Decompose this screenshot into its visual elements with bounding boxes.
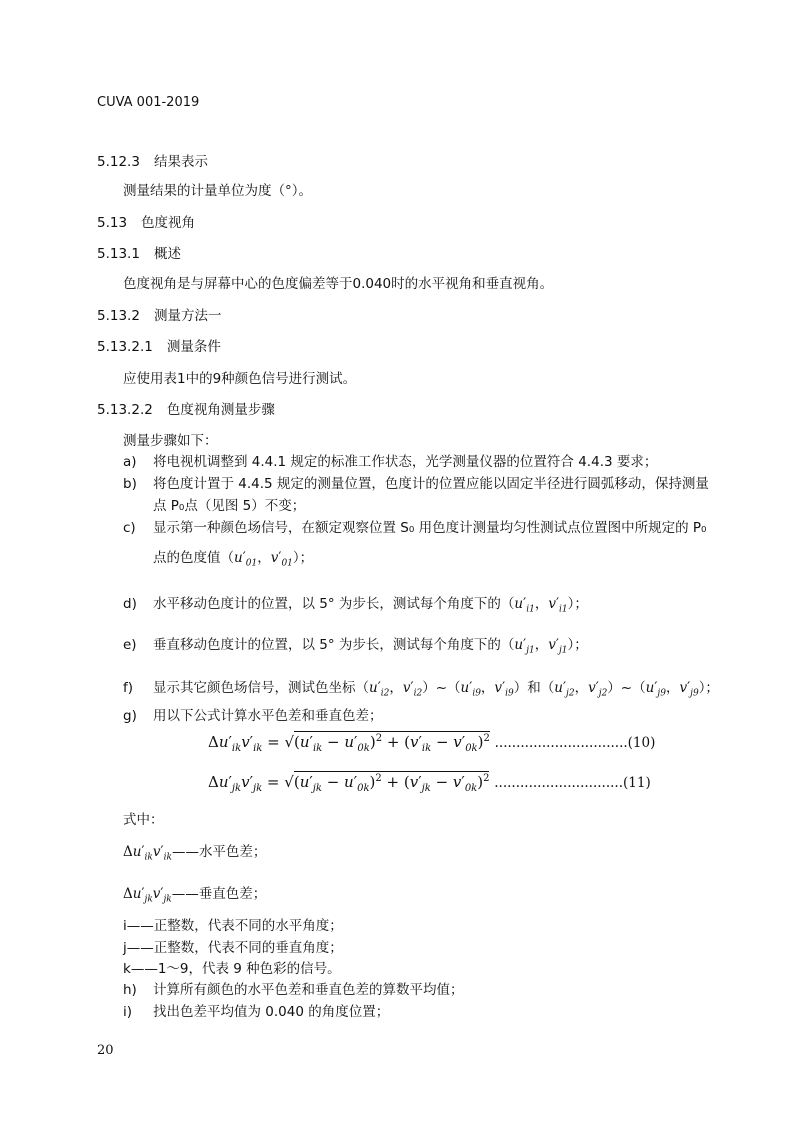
list-item-b-cont: 点 P₀点（见图 5）不变；: [153, 498, 306, 514]
math-u01: $u'_{01}$: [234, 550, 258, 569]
list-text: ）；: [698, 680, 719, 696]
section-number: 5.13.2: [97, 308, 140, 324]
math-vi2: $v'_{i2}$: [402, 680, 423, 699]
formula-11: $\Delta u'_{jk}v'_{jk} = √(u'_{jk} - u'_{0k})^2 + (v'_{jk} - v'_{0k})^2$ ..............................(11): [208, 773, 651, 794]
list-text: 将电视机调整到 4.4.1 规定的标准工作状态，光学测量仪器的位置符合 4.4.3 要求；: [153, 454, 658, 470]
heading-5-13: [97, 211, 195, 231]
math-delta-ik: $\Delta u'_{ik}v'_{ik}$: [123, 844, 172, 863]
list-label: e): [123, 637, 137, 653]
list-item-e: e) 垂直移动色度计的位置，以 5° 为步长，测试每个角度下的（$u'_{j1}$，$v'_{j1}$）；: [123, 637, 588, 656]
list-label: g): [123, 708, 137, 724]
list-text: ）；: [567, 596, 588, 612]
section-title: 色度视角: [141, 215, 196, 231]
list-label: b): [123, 476, 137, 492]
def-j: j——正整数，代表不同的垂直角度；: [123, 940, 343, 956]
section-number: 5.13.1: [97, 246, 140, 262]
list-item-g: [123, 704, 383, 724]
doc-code: CUVA 001-2019: [97, 95, 200, 110]
list-text: 垂直移动色度计的位置，以 5° 为步长，测试每个角度下的（: [153, 637, 515, 653]
list-text: ）~（: [607, 680, 646, 696]
section-title: 结果表示: [153, 154, 208, 170]
formula-10: $\Delta u'_{ik}v'_{ik} = √(u'_{ik} - u'_{0k})^2 + (v'_{ik} - v'_{0k})^2$ ...............................(10): [208, 733, 656, 754]
math-ui1: $u'_{i1}$: [514, 596, 535, 615]
section-title: 概述: [153, 246, 181, 262]
paragraph-overview: 色度视角是与屏幕中心的色度偏差等于0.040时的水平视角和垂直视角。: [123, 276, 554, 292]
list-text: ）~（: [422, 680, 461, 696]
list-item-b: [123, 472, 709, 492]
list-item-c: [123, 516, 706, 536]
list-item-c-cont: 点的色度值（$u'_{01}$，$v'_{01}$）；: [153, 550, 314, 569]
where-label: 式中：: [123, 812, 164, 828]
formula-number: (11): [623, 775, 651, 791]
list-text: 将色度计置于 4.4.5 规定的测量位置，色度计的位置应能以固定半径进行圆弧移动，保持测量: [153, 476, 709, 492]
list-text: 用以下公式计算水平色差和垂直色差；: [153, 708, 383, 724]
list-text: 显示第一种颜色场信号，在额定观察位置 S₀ 用色度计测量均匀性测试点位置图中所规定的 P₀: [153, 520, 707, 536]
heading-5-13-1: [97, 242, 181, 262]
list-item-f: f) 显示其它颜色场信号，测试色坐标（$u'_{i2}$，$v'_{i2})\sim(u'_{i9}$，$v'_{i9}$）和（$u'_{j2}$，$v'_{j2})\sim(u'_{j9}$，$v'_{j9}$）；: [123, 680, 719, 699]
list-label: f): [123, 680, 134, 696]
math-ui9: $u'_{i9}$: [460, 680, 481, 699]
list-item-i: [123, 1000, 389, 1020]
list-text: 水平移动色度计的位置，以 5° 为步长，测试每个角度下的（: [153, 596, 515, 612]
def-text: ——水平色差；: [171, 844, 267, 860]
math-uj2: $u'_{j2}$: [554, 680, 575, 699]
section-number: 5.12.3: [97, 154, 140, 170]
list-label: a): [123, 454, 137, 470]
math-vi9: $v'_{i9}$: [494, 680, 514, 699]
list-label: i): [123, 1004, 133, 1020]
section-number: 5.13.2.1: [97, 339, 153, 355]
def-horizontal: [123, 840, 266, 863]
math-uj9: $u'_{j9}$: [645, 680, 666, 699]
formula-number: (10): [627, 735, 656, 751]
list-item-a: [123, 450, 657, 470]
section-title: 测量条件: [166, 339, 221, 355]
heading-5-13-2: [97, 304, 221, 324]
list-label: d): [123, 596, 137, 612]
formula-dots: ..............................: [494, 775, 623, 791]
page-number: 20: [97, 1043, 114, 1058]
list-text: 找出色差平均值为 0.040 的角度位置；: [153, 1004, 390, 1020]
list-item-d: d) 水平移动色度计的位置，以 5° 为步长，测试每个角度下的（$u'_{i1}$，$v'_{i1}$）；: [123, 596, 588, 615]
list-text: ）和（: [513, 680, 555, 696]
section-number: 5.13: [97, 215, 128, 231]
list-text: 显示其它颜色场信号，测试色坐标（: [153, 680, 369, 696]
list-text: ）；: [567, 637, 588, 653]
math-ui2: $u'_{i2}$: [369, 680, 390, 699]
def-text: ——垂直色差；: [171, 886, 267, 902]
paragraph-conditions: 应使用表1中的9种颜色信号进行测试。: [123, 371, 357, 387]
def-k: k——1～9，代表 9 种色彩的信号。: [123, 961, 341, 977]
list-text: 点的色度值（: [153, 550, 234, 566]
heading-5-13-2-1: [97, 335, 221, 355]
formula-dots: ...............................: [494, 735, 628, 751]
steps-intro: 测量步骤如下：: [123, 433, 218, 449]
math-vj2: $v'_{j2}$: [588, 680, 608, 699]
math-vj1: $v'_{j1}$: [548, 637, 568, 656]
heading-5-12-3: [97, 150, 208, 170]
def-i: i——正整数，代表不同的水平角度；: [123, 918, 343, 934]
math-v01: $v'_{01}$: [270, 550, 293, 569]
list-item-h: [123, 978, 464, 998]
list-label: c): [123, 520, 136, 536]
section-title: 测量方法一: [153, 308, 222, 324]
math-uj1: $u'_{j1}$: [514, 637, 535, 656]
math-delta-jk: $\Delta u'_{jk}v'_{jk}$: [123, 886, 172, 905]
math-vi1: $v'_{i1}$: [548, 596, 568, 615]
section-number: 5.13.2.2: [97, 402, 153, 418]
math-vj9: $v'_{j9}$: [679, 680, 699, 699]
list-label: h): [123, 982, 137, 998]
paragraph-result-unit: 测量结果的计量单位为度（°）。: [123, 183, 312, 199]
def-vertical: [123, 882, 266, 905]
list-text: 计算所有颜色的水平色差和垂直色差的算数平均值；: [153, 982, 464, 998]
section-title: 色度视角测量步骤: [166, 402, 275, 418]
list-text: ）；: [292, 550, 314, 566]
heading-5-13-2-2: [97, 398, 275, 418]
